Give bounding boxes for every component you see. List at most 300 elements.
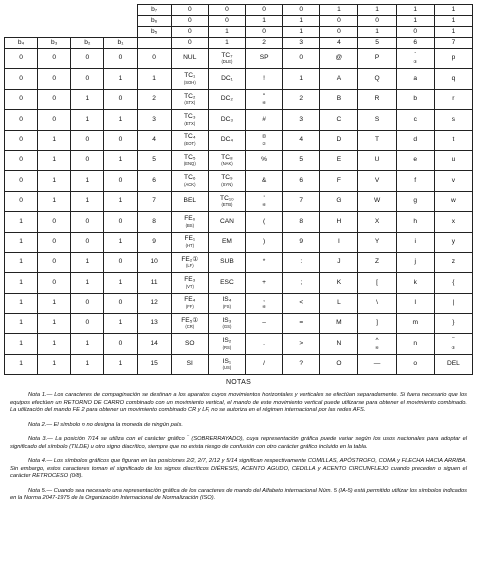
code-cell [246,212,283,232]
code-symbol: SUB [220,258,234,266]
code-cell [283,354,320,374]
code-cell [434,110,472,130]
code-symbol: DEL [446,360,460,368]
bit-value: 0 [38,232,71,252]
code-cell [396,252,434,272]
bit-value: 1 [104,273,137,293]
bit-value: 0 [38,69,71,89]
code-cell [171,150,208,170]
code-cell [434,354,472,374]
code-subscript: (CR) [185,324,195,330]
row-number: 9 [137,232,171,252]
code-symbol: DC₄ [220,135,234,143]
code-cell [246,334,283,354]
table-row [5,69,473,89]
code-cell [171,252,208,272]
code-cell [208,69,245,89]
code-cell [358,171,396,191]
table-row [5,191,473,211]
code-symbol: b [413,95,418,103]
code-symbol: Z [375,258,380,266]
code-cell [246,110,283,130]
bit-header-value: 1 [434,16,472,27]
code-cell [396,232,434,252]
code-cell [208,191,245,211]
code-cell [171,89,208,109]
bit-header-value: 0 [283,5,320,16]
bit-value: 0 [5,150,38,170]
bit-value: 1 [38,130,71,150]
code-cell [246,171,283,191]
bit-value: 0 [71,150,104,170]
bit-value: 0 [71,293,104,313]
bit-value: 1 [5,293,38,313]
code-cell [434,212,472,232]
bit-header-value: 0 [171,16,208,27]
code-cell [396,89,434,109]
code-cell [283,130,320,150]
code-subscript: (BS) [185,222,194,228]
code-symbol: TC₈ [221,153,233,161]
code-symbol: d [413,135,418,143]
code-cell [434,89,472,109]
code-symbol: ' [263,194,265,202]
bit-header-row [5,5,473,16]
bit-value: 0 [71,212,104,232]
code-cell [320,273,358,293]
table-row [5,252,473,272]
column-number: 2 [246,38,283,49]
bit-value: 0 [5,49,38,69]
code-symbol: EM [221,237,232,245]
code-cell [320,150,358,170]
code-symbol: TC₃ [184,112,196,120]
code-symbol: [ [376,278,378,286]
code-symbol: o [413,360,418,368]
code-symbol: > [299,339,304,347]
code-symbol: TC₄ [184,133,196,141]
code-cell [320,293,358,313]
code-cell [358,334,396,354]
code-cell [434,69,472,89]
code-cell [208,354,245,374]
code-symbol: " [262,92,266,100]
code-symbol: y [451,237,456,245]
bit-value: 1 [104,69,137,89]
bit-value: 0 [38,273,71,293]
column-number-row [5,38,473,49]
code-symbol: : [300,258,303,266]
code-subscript: (ETB) [221,202,233,208]
code-cell [434,293,472,313]
bit-value: 0 [5,130,38,150]
bit-value: 1 [104,314,137,334]
code-symbol: FE₃ [184,276,196,284]
bit-header-value: 0 [208,5,245,16]
code-symbol: DC₁ [221,74,233,82]
code-symbol: J [337,258,341,266]
code-symbol: SP [259,54,269,62]
bit-value: 0 [104,334,137,354]
bit-value: 1 [5,354,38,374]
bit-value: 0 [104,89,137,109]
bit-value: 0 [71,232,104,252]
code-cell [396,273,434,293]
bit-header-value: 0 [171,27,208,38]
code-cell [396,49,434,69]
code-subscript: (FS) [222,304,231,310]
code-symbol: N [336,339,342,347]
code-subscript: (NAK) [221,161,233,167]
code-cell [208,212,245,232]
code-subscript: (SYN) [221,181,233,187]
table-row [5,171,473,191]
code-symbol: SI [186,360,193,368]
bit-header-value: 1 [283,27,320,38]
code-cell [283,110,320,130]
code-subscript: (LF) [185,263,194,269]
code-cell [434,130,472,150]
code-symbol: i [414,237,416,245]
bit-value: 0 [38,212,71,232]
code-cell [171,171,208,191]
code-cell [358,110,396,130]
code-cell [208,150,245,170]
code-symbol: TC₂ [184,92,196,100]
code-symbol: 6 [299,176,304,184]
code-cell [246,314,283,334]
code-symbol: 2 [299,95,304,103]
code-cell [283,150,320,170]
bit-header-value: 1 [283,16,320,27]
bit-value: 0 [71,314,104,334]
code-cell [171,130,208,150]
bit-value: 1 [5,252,38,272]
column-number: 0 [171,38,208,49]
code-symbol: FE₄ [184,296,196,304]
code-cell [208,89,245,109]
bit-value: 1 [5,314,38,334]
code-cell [320,252,358,272]
bit-value: 1 [5,232,38,252]
table-row [5,293,473,313]
code-cell [434,334,472,354]
code-symbol: p [451,54,456,62]
row-number: 10 [137,252,171,272]
code-symbol: / [263,360,266,368]
code-cell [283,191,320,211]
column-number: 5 [358,38,396,49]
code-symbol: a [413,74,418,82]
bit-value: 1 [38,171,71,191]
code-symbol: — [373,360,381,368]
bit-value: 1 [38,334,71,354]
code-subscript: (DLE) [221,59,233,65]
blank-cell [5,16,138,27]
note-4: Nota 4.— Los símbolos gráficos que figuran en las posiciones 2/2, 2/7, 2/12 y 5/14 significan respectivamente COMILLAS, APÓSTROFO, COMA y FLECHA HACIA ARRIBA. Sin embargo, estos caracteres toman el significado de los signos diacríticos DIÉRESIS, ACENTO AGUDO, CEDILLA y ACENTO CIRCUNFLEJO cuando preceden o siguen el carácter RETROCESO (0/8). [10,458,467,480]
code-cell [396,212,434,232]
bit-value: 0 [104,252,137,272]
bit-value: 0 [5,110,38,130]
code-cell [171,334,208,354]
code-cell [283,314,320,334]
row-number: 11 [137,273,171,293]
code-symbol: D [336,135,342,143]
code-subscript: (STX) [184,100,196,106]
code-subscript: (VT) [185,283,194,289]
code-symbol: CAN [219,217,234,225]
code-cell [320,212,358,232]
code-symbol: k [413,278,417,286]
code-cell [246,150,283,170]
bit-header-label: b₇ [137,5,171,16]
code-cell [208,273,245,293]
bit-value: 1 [71,191,104,211]
bit-header-value: 0 [246,5,283,16]
code-cell [208,252,245,272]
bit-value: 0 [104,212,137,232]
bit-value: 1 [71,171,104,191]
code-cell [434,150,472,170]
code-subscript: (ACK) [184,181,196,187]
code-cell [434,252,472,272]
row-number: 15 [137,354,171,374]
code-subscript: ② [262,140,266,146]
code-symbol: r [452,95,455,103]
bit-header-value: 1 [434,5,472,16]
code-symbol: ¤ [262,133,266,141]
code-symbol: \ [376,299,378,307]
ia5-code-table [4,4,473,375]
code-symbol: 5 [299,156,304,164]
code-cell [208,293,245,313]
code-symbol: S [374,115,380,123]
code-cell [283,69,320,89]
blank-cell [5,27,138,38]
code-cell [246,191,283,211]
code-cell [320,334,358,354]
code-subscript: ③ [413,59,418,65]
code-cell [358,89,396,109]
code-symbol: FE₀ [184,214,196,222]
code-cell [320,314,358,334]
code-subscript: ③ [451,344,456,350]
bit-value: 1 [104,354,137,374]
code-symbol: m [412,319,418,327]
code-cell [396,171,434,191]
code-symbol: TC₁ [184,72,196,80]
code-cell [283,89,320,109]
code-symbol: TC₁₀ [220,194,234,202]
code-symbol: Q [374,74,380,82]
row-number: 13 [137,314,171,334]
code-symbol: 0 [299,54,304,62]
code-cell [246,273,283,293]
table-row [5,89,473,109]
table-row [5,49,473,69]
bit-header-value: 0 [396,27,434,38]
code-cell [396,130,434,150]
code-symbol: FE₅① [181,316,199,324]
code-cell [283,293,320,313]
bit-header-value: 0 [320,16,358,27]
code-cell [358,212,396,232]
bit-header-value: 1 [358,5,396,16]
code-cell [208,334,245,354]
code-symbol: 3 [299,115,304,123]
row-number: 3 [137,110,171,130]
bit-value: 1 [71,334,104,354]
bit-value: 0 [104,171,137,191]
code-cell [320,232,358,252]
code-cell [320,354,358,374]
bit-value: 1 [104,150,137,170]
table-row [5,334,473,354]
code-cell [171,273,208,293]
code-cell [320,49,358,69]
bit-header-value: 0 [208,16,245,27]
code-cell [358,232,396,252]
code-symbol: { [452,278,455,286]
code-symbol: 8 [299,217,304,225]
row-number: 14 [137,334,171,354]
code-symbol: X [374,217,380,225]
bit-value: 1 [71,354,104,374]
code-symbol: BEL [183,197,197,205]
row-col-corner [137,38,171,49]
code-cell [208,130,245,150]
bit-label: b₁ [104,38,137,49]
code-symbol: x [451,217,456,225]
row-number: 2 [137,89,171,109]
code-cell [434,171,472,191]
code-cell [434,49,472,69]
code-symbol: – [262,319,266,327]
bit-value: 1 [38,314,71,334]
code-symbol: t [452,135,455,143]
code-cell [358,314,396,334]
code-symbol: ! [263,74,266,82]
code-symbol: F [336,176,341,184]
row-number: 8 [137,212,171,232]
code-cell [358,150,396,170]
bit-header-value: 1 [320,5,358,16]
code-cell [396,293,434,313]
code-symbol: NUL [183,54,197,62]
code-cell [396,191,434,211]
code-cell [358,273,396,293]
row-number: 5 [137,150,171,170]
code-symbol: H [336,217,342,225]
code-subscript: (GS) [222,324,232,330]
code-symbol: E [336,156,342,164]
code-cell [396,150,434,170]
code-cell [396,314,434,334]
code-symbol: IS₃ [222,316,232,324]
code-symbol: u [451,156,456,164]
code-cell [320,171,358,191]
code-cell [358,49,396,69]
code-cell [283,171,320,191]
code-cell [246,130,283,150]
bit-label: b₄ [5,38,38,49]
code-symbol: * [262,258,266,266]
code-cell [358,69,396,89]
code-symbol: FE₂① [181,255,199,263]
code-subscript: (US) [222,365,232,371]
code-symbol: A [336,74,342,82]
code-cell [283,273,320,293]
code-cell [171,191,208,211]
code-symbol: | [452,299,455,307]
bit-header-value: 0 [358,16,396,27]
code-cell [396,354,434,374]
code-cell [246,49,283,69]
code-symbol: g [413,197,418,205]
code-symbol: v [451,176,456,184]
bit-value: 1 [38,150,71,170]
bit-value: 1 [38,293,71,313]
code-subscript: (RS) [222,344,232,350]
code-cell [246,293,283,313]
row-number: 7 [137,191,171,211]
code-cell [246,232,283,252]
bit-header-row [5,16,473,27]
code-symbol: U [374,156,380,164]
code-subscript: ④ [375,344,379,350]
bit-value: 0 [5,191,38,211]
code-symbol: 1 [299,74,304,82]
bit-value: 1 [104,110,137,130]
code-subscript: (FF) [185,304,194,310]
bit-value: 0 [5,69,38,89]
bit-header-value: 0 [246,27,283,38]
code-symbol: c [413,115,417,123]
bit-value: 0 [5,171,38,191]
code-cell [171,69,208,89]
code-symbol: Y [374,237,380,245]
code-symbol: TC₇ [221,51,233,59]
code-symbol: O [336,360,342,368]
code-cell [283,49,320,69]
note-5: Nota 5.— Cuando sea necesario una representación gráfica de los caracteres de mando del Alfabeto internacional Núm. 5 (IA-5) está permitido utilizar los símbolos indicados en la Norma 2047-1975 de la Organización Internacional de Normalización (ISO). [10,487,467,502]
note-1: Nota 1.— Los caracteres de compaginación se destinan a los aparatos cuyos movimientos horizontales y verticales se efectúan separadamente. Si fuera necesario que los equipos efectúen un RETORNO DE CARRO combinado con un movimiento vertical, el mando de este movimiento vertical puede utilizarse para obtener el movimiento combinado. La utilización del mando FE 2 para obtener un movimiento combinado CR y LF, no se autoriza en el régimen internacional por las redes AFS. [10,392,467,414]
code-symbol: C [336,115,342,123]
code-cell [358,191,396,211]
note-2: Nota 2.— El símbolo ¤ no designa la moneda de ningún país. [28,421,183,428]
code-symbol: % [261,156,268,164]
code-symbol: K [336,278,342,286]
code-symbol: # [262,115,266,123]
bit-value: 1 [104,191,137,211]
code-symbol: W [373,197,381,205]
code-cell [434,232,472,252]
bit-value: 0 [38,252,71,272]
bit-value: 0 [104,130,137,150]
code-subscript: ④ [262,202,266,208]
bit-value: 1 [5,273,38,293]
code-symbol: 9 [299,237,304,245]
code-subscript: (ENQ) [183,161,196,167]
code-symbol: . [263,339,266,347]
code-symbol: n [413,339,418,347]
row-number: 12 [137,293,171,313]
bit-value: 1 [5,212,38,232]
code-symbol: h [413,217,418,225]
code-symbol: V [374,176,380,184]
code-cell [358,354,396,374]
bit-header-value: 1 [246,16,283,27]
